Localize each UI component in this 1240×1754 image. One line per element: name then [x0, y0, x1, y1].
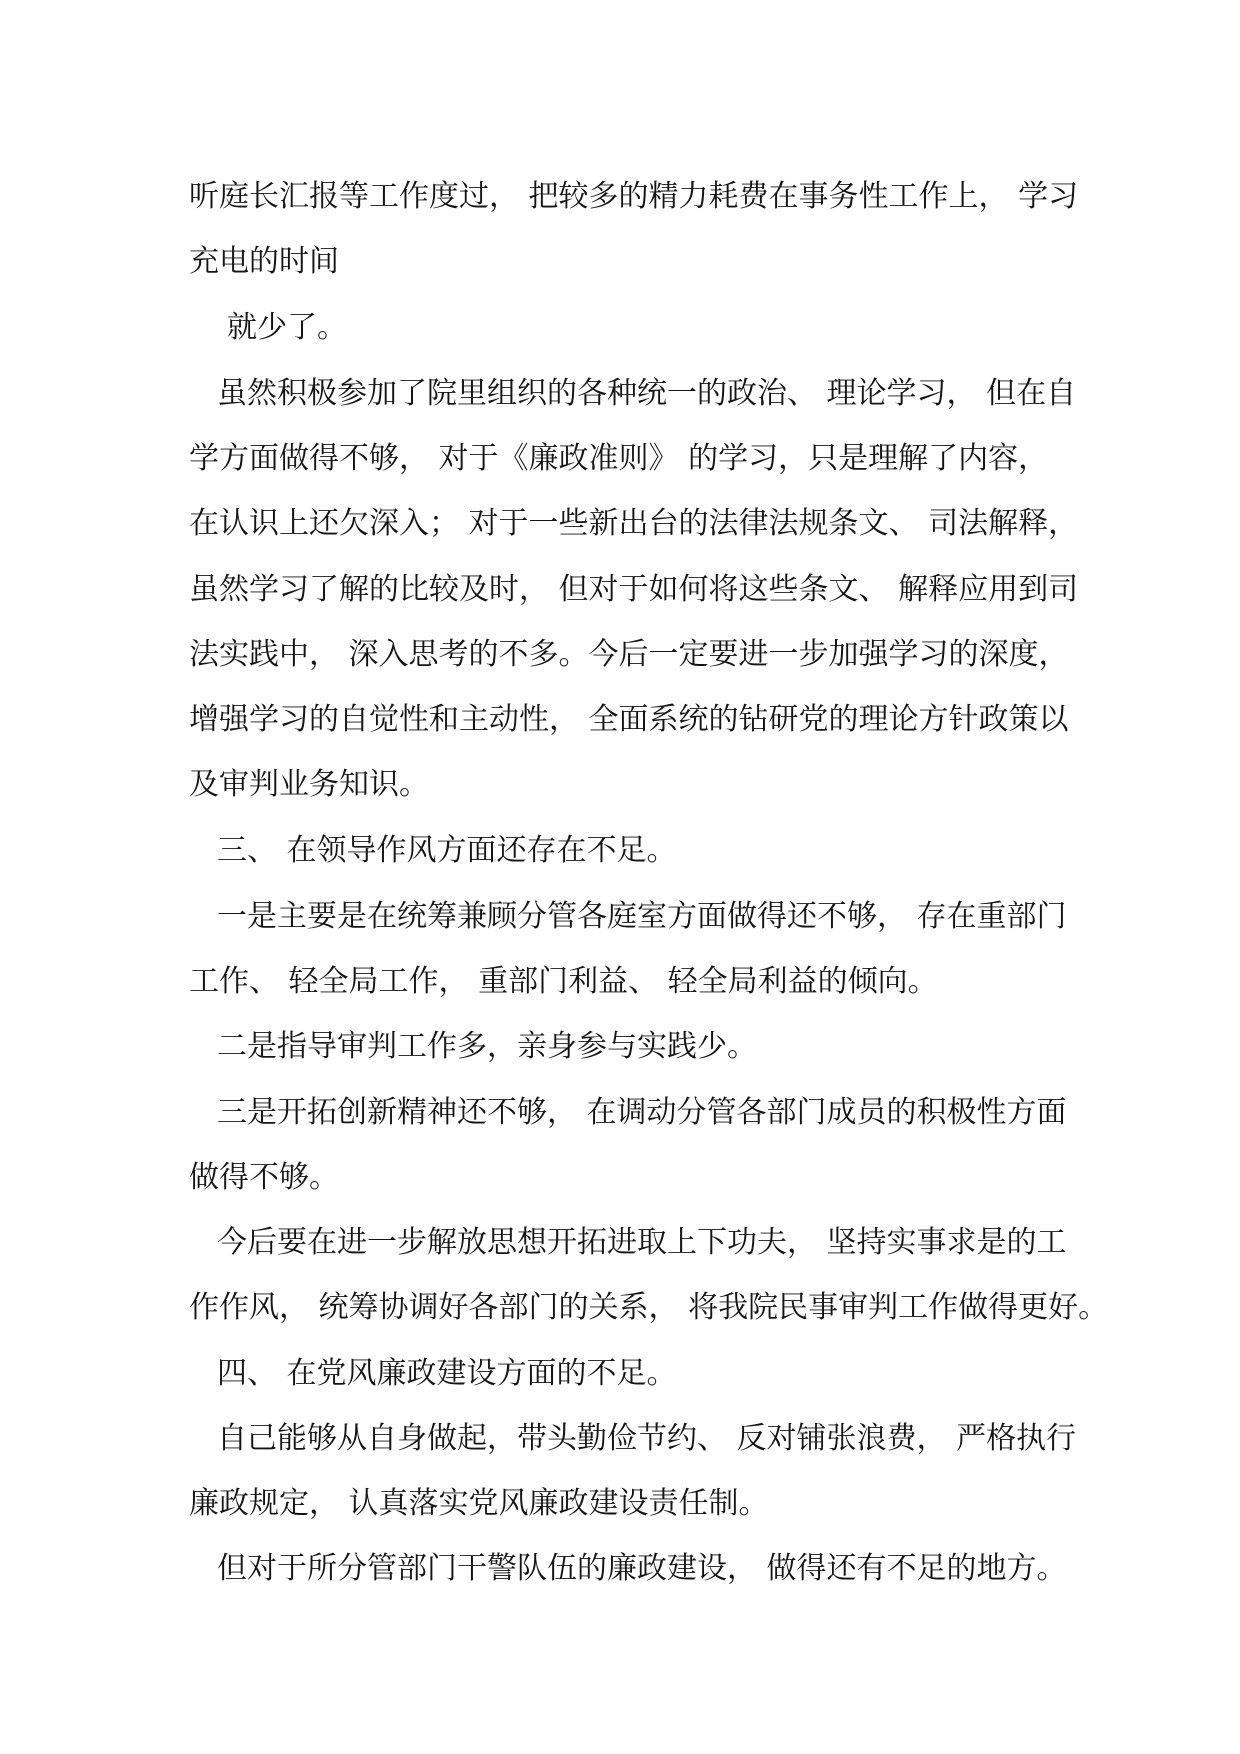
text-line: 增强学习的自觉性和主动性， 全面系统的钻研党的理论方针政策以 [189, 702, 1069, 737]
text-line: 充电的时间 [189, 244, 339, 279]
text-line: 三是开拓创新精神还不够， 在调动分管各部门成员的积极性方面 [217, 1095, 1067, 1130]
text-line: 做得不够。 [189, 1160, 339, 1195]
text-line: 虽然学习了解的比较及时， 但对于如何将这些条文、 解释应用到司 [189, 572, 1079, 607]
text-line: 听庭长汇报等工作度过， 把较多的精力耗费在事务性工作上， 学习 [189, 179, 1079, 214]
section-heading: 四、 在党风廉政建设方面的不足。 [217, 1356, 677, 1391]
text-line: 法实践中， 深入思考的不多。今后一定要进一步加强学习的深度， [189, 637, 1069, 672]
text-line: 一是主要是在统筹兼顾分管各庭室方面做得还不够， 存在重部门 [217, 899, 1067, 934]
text-line: 及审判业务知识。 [189, 767, 429, 802]
text-line: 作作风， 统筹协调好各部门的关系， 将我院民事审判工作做得更好。 [189, 1290, 1109, 1325]
text-line: 就少了。 [227, 310, 347, 345]
section-heading: 三、 在领导作风方面还存在不足。 [217, 833, 677, 868]
text-line: 但对于所分管部门干警队伍的廉政建设， 做得还有不足的地方。 [217, 1551, 1067, 1586]
text-line: 虽然积极参加了院里组织的各种统一的政治、 理论学习， 但在自 [217, 376, 1077, 411]
text-line: 二是指导审判工作多，亲身参与实践少。 [217, 1029, 757, 1064]
text-line: 廉政规定， 认真落实党风廉政建设责任制。 [189, 1486, 769, 1521]
text-line: 工作、 轻全局工作， 重部门利益、 轻全局利益的倾向。 [189, 964, 938, 999]
text-line: 自己能够从自身做起，带头勤俭节约、 反对铺张浪费， 严格执行 [217, 1421, 1077, 1456]
text-line: 学方面做得不够， 对于《廉政准则》 的学习，只是理解了内容， [189, 441, 1049, 476]
text-line: 在认识上还欠深入； 对于一些新出台的法律法规条文、 司法解释， [189, 506, 1079, 541]
text-line: 今后要在进一步解放思想开拓进取上下功夫， 坚持实事求是的工 [217, 1225, 1067, 1260]
